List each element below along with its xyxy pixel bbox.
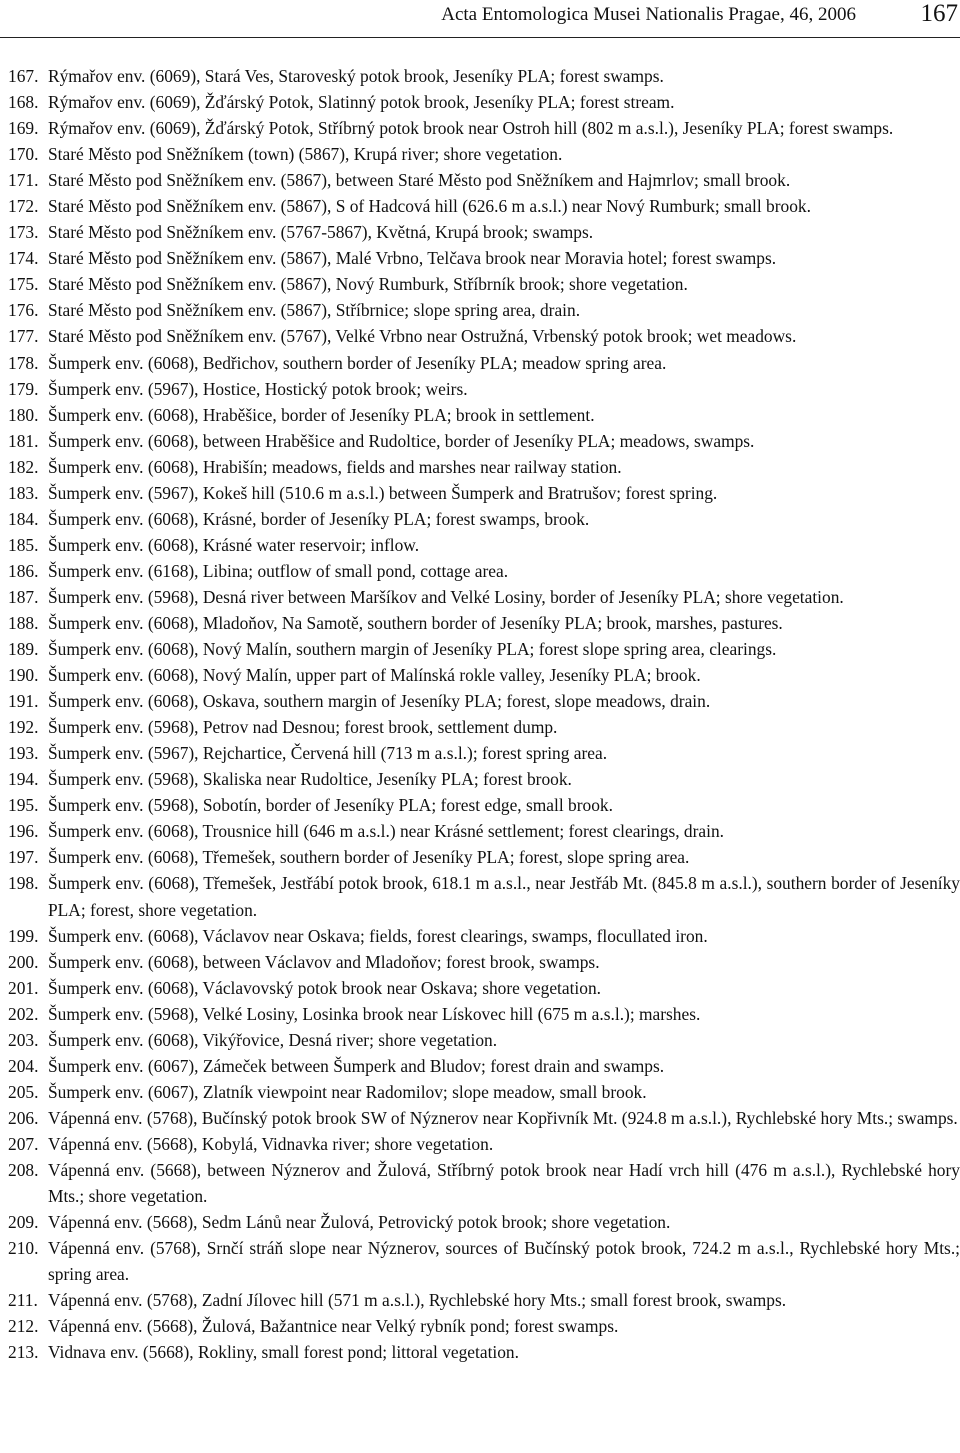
entry-number: 185. [8,534,39,555]
entry-number: 169. [8,118,39,139]
entry-number: 191. [8,691,39,712]
entry-number: 176. [8,300,39,321]
locality-entry [8,975,960,1001]
entry-number: 213. [8,1342,39,1363]
locality-entry [8,740,960,766]
locality-entry [8,792,960,818]
entry-text: Vápenná env. (5668), Kobylá, Vidnavka river; shore vegetation. [48,1133,494,1154]
locality-entry [8,402,960,428]
locality-entry [8,1053,960,1079]
locality-entry [8,610,960,636]
entry-text: Staré Město pod Sněžníkem env. (5867), between Staré Město pod Sněžníkem and Hajmrlov; small brook. [48,170,791,191]
entry-number: 183. [8,482,39,503]
entry-number: 173. [8,222,39,243]
entry-number: 192. [8,717,39,738]
entry-number: 182. [8,456,39,477]
entry-number: 174. [8,248,39,269]
entry-text: Vidnava env. (5668), Rokliny, small forest pond; littoral vegetation. [48,1342,519,1363]
entry-text: Šumperk env. (5968), Petrov nad Desnou; forest brook, settlement dump. [48,717,558,738]
locality-entry [8,245,960,271]
entry-number: 195. [8,795,39,816]
entry-number: 198. [8,873,39,894]
entry-text: Staré Město pod Sněžníkem env. (5767), Velké Vrbno near Ostružná, Vrbenský potok brook; wet meadows. [48,326,797,347]
entry-number: 201. [8,977,39,998]
entry-number: 208. [8,1159,39,1180]
locality-entry [8,584,960,610]
locality-entry [8,428,960,454]
entry-text: Vápenná env. (5668), Sedm Lánů near Žulová, Petrovický potok brook; shore vegetation. [48,1212,671,1233]
entry-text: Šumperk env. (5968), Desná river between Maršíkov and Velké Losiny, border of Jeseníky PLA; shore vegetation. [48,586,844,607]
entry-number: 170. [8,144,39,165]
locality-entry [8,1131,960,1157]
entry-number: 209. [8,1212,39,1233]
entry-text: Vápenná env. (5668), Žulová, Bažantnice near Velký rybník pond; forest swamps. [48,1316,619,1337]
entry-text: Rýmařov env. (6069), Stará Ves, Staroveský potok brook, Jeseníky PLA; forest swamps. [48,66,664,86]
entry-text: Staré Město pod Sněžníkem env. (5867), S of Hadcová hill (626.6 m a.s.l.) near Nový Rumburk; small brook. [48,196,811,217]
entry-text: Šumperk env. (6068), between Václavov and Mladoňov; forest brook, swamps. [48,951,600,972]
entry-text: Šumperk env. (5968), Velké Losiny, Losinka brook near Lískovec hill (675 m a.s.l.); marshes. [48,1003,701,1024]
locality-entry [8,350,960,376]
entry-number: 168. [8,92,39,113]
locality-entry [8,818,960,844]
locality-entry [8,141,960,167]
entry-text: Rýmařov env. (6069), Žďárský Potok, Slatinný potok brook, Jeseníky PLA; forest stream. [48,92,675,113]
locality-entry [8,89,960,115]
entry-text: Šumperk env. (6068), Nový Malín, southern margin of Jeseníky PLA; forest slope spring area, clearings. [48,639,777,660]
entry-number: 199. [8,925,39,946]
entry-text: Staré Město pod Sněžníkem (town) (5867), Krupá river; shore vegetation. [48,144,563,165]
entry-text: Šumperk env. (6068), Václavov near Oskava; fields, forest clearings, swamps, flocullated iron. [48,925,708,946]
locality-entry [8,688,960,714]
entry-number: 210. [8,1238,39,1259]
locality-entry [8,844,960,870]
locality-entry [8,219,960,245]
entry-number: 187. [8,586,39,607]
locality-entry [8,636,960,662]
entry-text: Šumperk env. (6068), Václavovský potok brook near Oskava; shore vegetation. [48,977,601,998]
entry-text: Staré Město pod Sněžníkem env. (5767-5867), Květná, Krupá brook; swamps. [48,222,594,243]
entry-text: Šumperk env. (6068), Krásné, border of Jeseníky PLA; forest swamps, brook. [48,508,590,529]
entry-text: Šumperk env. (6067), Zlatník viewpoint near Radomilov; slope meadow, small brook. [48,1081,647,1102]
entry-number: 177. [8,326,39,347]
locality-entry [8,63,960,89]
entry-text: Šumperk env. (5967), Rejchartice, Červená hill (713 m a.s.l.); forest spring area. [48,743,608,764]
entry-number: 172. [8,196,39,217]
locality-entry [8,167,960,193]
entry-text: Vápenná env. (5768), Zadní Jílovec hill (571 m a.s.l.), Rychlebské hory Mts.; small forest brook, swamps. [48,1290,787,1311]
entry-text: Vápenná env. (5668), between Nýznerov and Žulová, Stříbrný potok brook near Hadí vrch hill (476 m a.s.l.), Rychlebské hory Mts.; shore vegetation. [48,1159,960,1207]
locality-entry [8,532,960,558]
entry-text: Šumperk env. (6068), Krásné water reservoir; inflow. [48,534,420,555]
locality-entry [8,376,960,402]
locality-entry [8,1079,960,1105]
locality-entry [8,923,960,949]
entry-text: Šumperk env. (5968), Skaliska near Rudoltice, Jeseníky PLA; forest brook. [48,769,572,790]
entry-number: 207. [8,1133,39,1154]
entry-text: Šumperk env. (6068), Trousnice hill (646 m a.s.l.) near Krásné settlement; forest clearings, drain. [48,821,724,842]
entry-number: 180. [8,404,39,425]
entry-text: Šumperk env. (6068), Hraběšice, border of Jeseníky PLA; brook in settlement. [48,404,595,425]
locality-entry [8,1235,960,1287]
locality-entry [8,558,960,584]
locality-entry [8,1157,960,1209]
entry-number: 178. [8,352,39,373]
entry-number: 211. [8,1290,38,1311]
entry-text: Šumperk env. (6068), Vikýřovice, Desná river; shore vegetation. [48,1029,498,1050]
locality-entry [8,662,960,688]
locality-entry [8,115,960,141]
entry-number: 189. [8,639,39,660]
entry-number: 202. [8,1003,39,1024]
locality-entry [8,1313,960,1339]
entry-number: 197. [8,847,39,868]
entry-text: Šumperk env. (5968), Sobotín, border of Jeseníky PLA; forest edge, small brook. [48,795,613,816]
entry-text: Šumperk env. (6068), Mladoňov, Na Samotě, southern border of Jeseníky PLA; brook, marshes, pastures. [48,612,783,633]
locality-entry [8,323,960,349]
entry-number: 203. [8,1029,39,1050]
page-number: 167 [920,0,958,27]
entry-number: 205. [8,1081,39,1102]
locality-entry [8,271,960,297]
locality-entry [8,949,960,975]
entry-number: 188. [8,612,39,633]
entry-number: 181. [8,430,39,451]
entry-number: 196. [8,821,39,842]
locality-entry [8,1209,960,1235]
entry-text: Šumperk env. (6068), Třemešek, Jestřábí potok brook, 618.1 m a.s.l., near Jestřáb Mt. (845.8 m a.s.l.), southern border of Jeseníky PLA; forest, shore vegetation. [48,873,960,920]
journal-citation: Acta Entomologica Musei Nationalis Pragae, 46, 2006 [441,4,856,25]
entry-number: 179. [8,378,39,399]
locality-entry [8,193,960,219]
entry-text: Šumperk env. (6068), between Hraběšice and Rudoltice, border of Jeseníky PLA; meadows, swamps. [48,430,755,451]
entry-text: Šumperk env. (6068), Bedřichov, southern border of Jeseníky PLA; meadow spring area. [48,352,667,373]
entry-text: Šumperk env. (6068), Nový Malín, upper part of Malínská rokle valley, Jeseníky PLA; brook. [48,665,701,686]
entry-text: Šumperk env. (6067), Zámeček between Šumperk and Bludov; forest drain and swamps. [48,1055,665,1076]
entry-text: Šumperk env. (6068), Hrabišín; meadows, fields and marshes near railway station. [48,456,622,477]
entry-text: Šumperk env. (6068), Třemešek, southern border of Jeseníky PLA; forest, slope spring area. [48,847,690,868]
locality-entry [8,766,960,792]
entry-text: Vápenná env. (5768), Srnčí stráň slope near Nýznerov, sources of Bučínský potok brook, 724.2 m a.s.l., Rychlebské hory Mts.; spring area. [48,1238,960,1285]
entry-number: 212. [8,1316,39,1337]
entry-text: Vápenná env. (5768), Bučínský potok brook SW of Nýznerov near Kopřivník Mt. (924.8 m a.s.l.), Rychlebské hory Mts.; swamps. [48,1107,958,1128]
entry-text: Staré Město pod Sněžníkem env. (5867), Nový Rumburk, Stříbrník brook; shore vegetation. [48,274,688,295]
locality-entry [8,1027,960,1053]
entry-number: 186. [8,560,39,581]
locality-entry [8,1001,960,1027]
entry-number: 167. [8,66,39,86]
locality-entry [8,1287,960,1313]
entry-number: 194. [8,769,39,790]
entry-text: Šumperk env. (5967), Kokeš hill (510.6 m a.s.l.) between Šumperk and Bratrušov; forest spring. [48,482,718,503]
entry-number: 190. [8,665,39,686]
entry-number: 193. [8,743,39,764]
locality-entry [8,506,960,532]
entry-number: 175. [8,274,39,295]
entry-text: Staré Město pod Sněžníkem env. (5867), Stříbrnice; slope spring area, drain. [48,300,581,321]
entry-text: Šumperk env. (6068), Oskava, southern margin of Jeseníky PLA; forest, slope meadows, drain. [48,691,711,712]
entry-text: Rýmařov env. (6069), Žďárský Potok, Stříbrný potok brook near Ostroh hill (802 m a.s.l.), Jeseníky PLA; forest swamps. [48,118,894,139]
entry-number: 200. [8,951,39,972]
locality-entry [8,297,960,323]
locality-list [8,63,960,1365]
entry-number: 204. [8,1055,39,1076]
entry-text: Šumperk env. (5967), Hostice, Hostický potok brook; weirs. [48,378,468,399]
entry-number: 206. [8,1107,39,1128]
locality-entry [8,870,960,922]
entry-text: Staré Město pod Sněžníkem env. (5867), Malé Vrbno, Telčava brook near Moravia hotel; forest swamps. [48,248,777,269]
running-header [0,0,960,38]
locality-entry [8,454,960,480]
locality-entry [8,714,960,740]
header-rule [0,37,960,38]
entry-number: 184. [8,508,39,529]
locality-entry [8,480,960,506]
entry-text: Šumperk env. (6168), Libina; outflow of small pond, cottage area. [48,560,509,581]
locality-entry [8,1105,960,1131]
entry-number: 171. [8,170,39,191]
locality-entry [8,1339,960,1365]
